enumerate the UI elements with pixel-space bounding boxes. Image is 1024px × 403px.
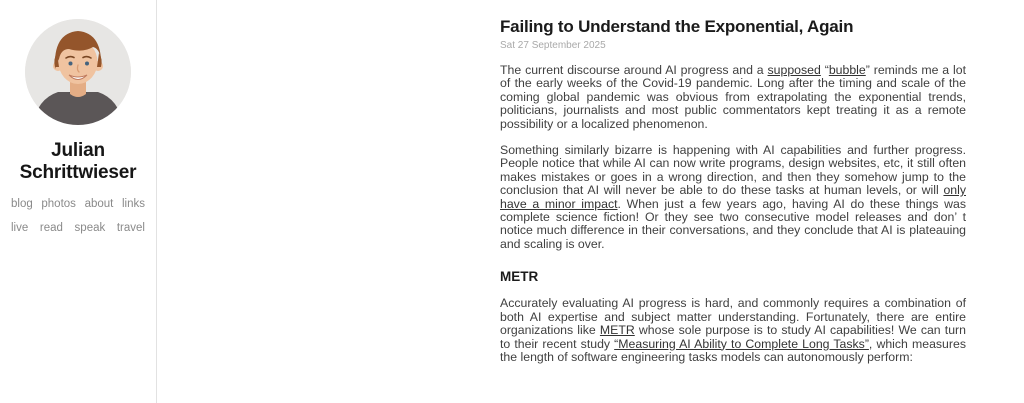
avatar	[25, 19, 131, 125]
paragraph-text: , which measures the length of software engineering tasks models can autonomously perform:	[500, 336, 966, 364]
author-name-line1: Julian	[51, 140, 105, 161]
sidebar	[0, 0, 157, 403]
sidebar-nav-row1	[11, 198, 145, 210]
page-title: Failing to Understand the Exponential, Again	[500, 17, 854, 36]
sidebar-item-travel[interactable]: travel	[116, 222, 145, 234]
sidebar-nav	[11, 198, 145, 234]
sidebar-item-blog[interactable]: blog	[11, 198, 33, 210]
paragraph-text: ” reminds me a lot of the early weeks of the Covid-19 pandemic. Long after the timing and scale of the coming global pandemic was obvious from extrapolating the exponential trends, politicians, journalists and most public commentators kept treating it as a remote possibility or a localized phenomenon.	[500, 63, 966, 131]
sidebar-nav-row2	[11, 222, 145, 234]
inline-link[interactable]: supposed	[767, 63, 821, 77]
sidebar-item-about[interactable]: about	[84, 198, 114, 210]
portrait-photo-icon	[25, 19, 131, 125]
sidebar-item-speak[interactable]: speak	[74, 222, 106, 234]
inline-link[interactable]: bubble	[828, 63, 866, 77]
paragraph-text: Something similarly bizarre is happening with AI capabilities and further progress. People notice that while AI can now write programs, design websites, etc, it still often makes mistakes or goes in a wrong direction, and then they somehow jump to the conclusion that AI will never be able to do these tasks at human levels, or will	[500, 143, 966, 198]
sidebar-item-links[interactable]: links	[121, 198, 145, 210]
sidebar-item-read[interactable]: read	[39, 222, 63, 234]
article-date: Sat 27 September 2025	[500, 40, 606, 51]
article-paragraph	[500, 144, 966, 251]
paragraph-text: whose sole purpose is to study AI capabilities! We can turn to their recent study	[500, 323, 966, 351]
article	[500, 0, 966, 364]
author-name	[0, 140, 156, 184]
sidebar-item-live[interactable]: live	[11, 222, 29, 234]
article-paragraph	[500, 64, 966, 131]
article-body	[500, 64, 966, 364]
author-name-line2: Schrittwieser	[19, 162, 137, 183]
paragraph-text: “	[820, 63, 829, 77]
paragraph-text: The current discourse around AI progress and a	[500, 63, 768, 77]
inline-link[interactable]: “Measuring AI Ability to Complete Long Tasks”	[614, 336, 869, 351]
paragraph-text: . When just a few years ago, having AI do these things was complete science fiction! Or they see two consecutive model releases and don’ t notice much difference in their conversations, and they conclude that AI is plateauing and scaling is over.	[500, 196, 966, 251]
article-paragraph	[500, 297, 966, 364]
sidebar-item-photos[interactable]: photos	[41, 198, 76, 210]
inline-link[interactable]: METR	[599, 323, 635, 338]
paragraph-text: Accurately evaluating AI progress is hard, and commonly requires a combination of both AI expertise and subject matter understanding. Fortunately, there are entire organizations like	[500, 296, 966, 338]
section-heading: METR	[500, 269, 539, 285]
inline-link[interactable]: only have a minor impact	[500, 183, 966, 211]
